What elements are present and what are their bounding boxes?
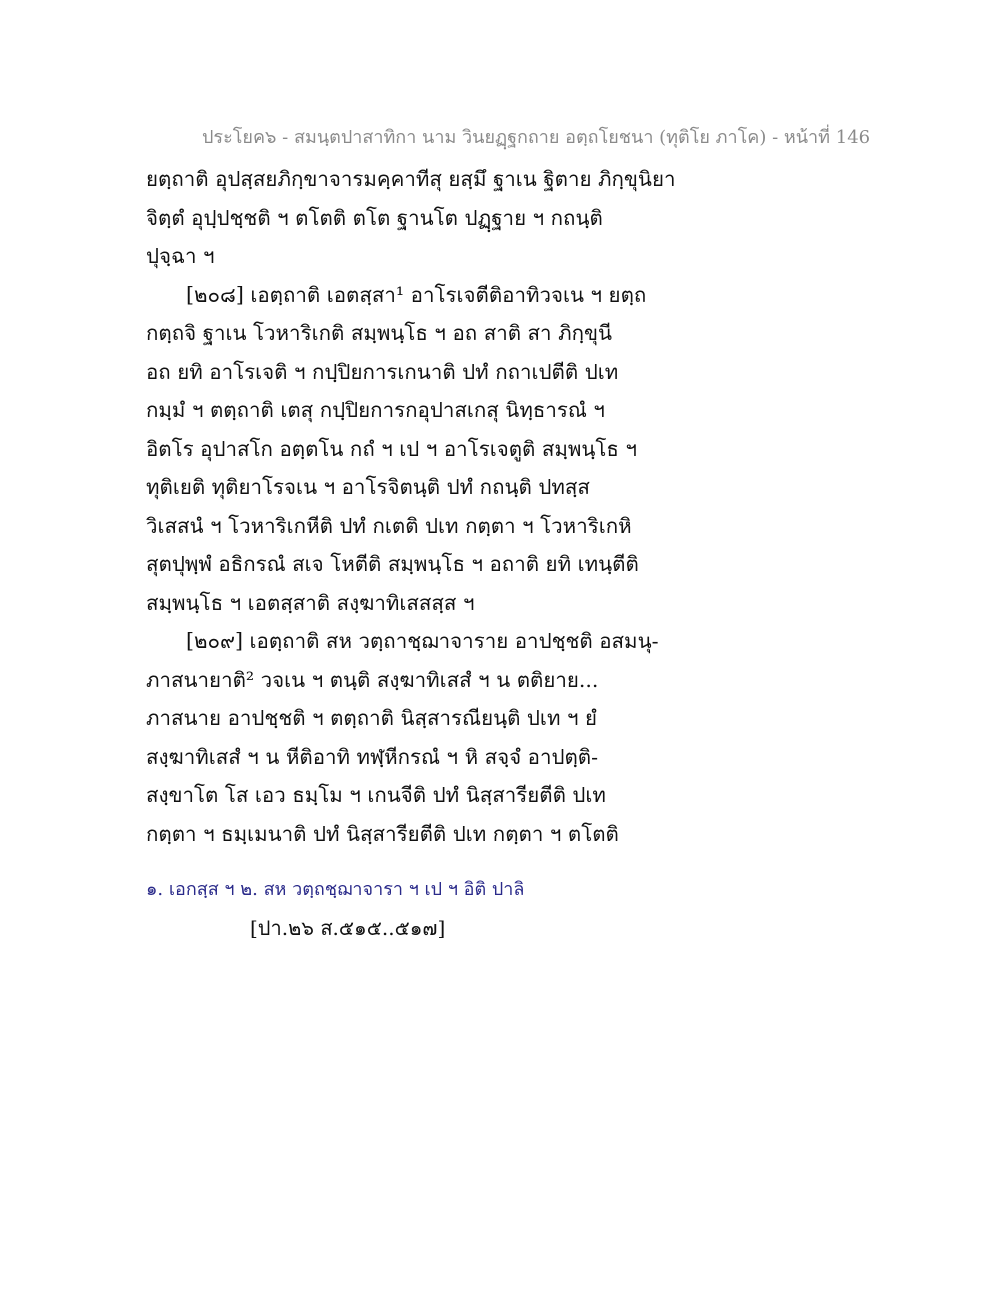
text-line: สมฺพนฺโธ ฯ เอตสฺสาติ สงฺฆาทิเสสสฺส ฯ xyxy=(146,590,475,615)
paragraph-208-start: [๒๐๘] เอตฺถาติ เอตสฺสา¹ อาโรเจตีติอาทิวจเน ฯ ยตฺถ xyxy=(186,282,647,307)
footnote: ๑. เอกสฺส ฯ ๒. สห วตฺถชฺฌาจารา ฯ เป ฯ อิติ ปาลิ xyxy=(146,879,525,900)
page-header: ประโยค๖ - สมนฺตปาสาทิกา นาม วินยฏฺฐกถาย อตฺถโยชนา (ทุติโย ภาโค) - หน้าที่ 146 xyxy=(202,127,871,148)
text-line: กตฺตา ฯ ธมฺเมนาติ ปทํ นิสฺสารียตีติ ปเท กตฺตา ฯ ตโตติ xyxy=(146,821,619,846)
text-line: อิตโร อุปาสโก อตฺตโน กถํ ฯ เป ฯ อาโรเจตูติ สมฺพนฺโธ ฯ xyxy=(146,436,637,461)
text-line: สุตปุพฺพํ อธิกรณํ สเจ โหตีติ สมฺพนฺโธ ฯ อถาติ ยทิ เทนฺตีติ xyxy=(146,552,639,576)
text-line: กตฺถจิ ฐาเน โวหาริเกติ สมฺพนฺโธ ฯ อถ สาติ สา ภิกฺขุนี xyxy=(146,321,613,345)
text-line: ทุติเยติ ทุติยาโรจเน ฯ อาโรจิตนฺติ ปทํ กถนฺติ ปทสฺส xyxy=(146,475,590,499)
text-line: วิเสสนํ ฯ โวหาริเกหีติ ปทํ กเตติ ปเท กตฺตา ฯ โวหาริเกหิ xyxy=(146,513,632,538)
text-line: อถ ยทิ อาโรเจติ ฯ กปฺปิยการเกนาติ ปทํ กถาเปตีติ ปเท xyxy=(146,359,619,384)
text-line: สงฺฆาทิเสสํ ฯ น หีติอาทิ ทฬฺหีกรณํ ฯ หิ สจฺจํ อาปตฺติ- xyxy=(146,744,599,769)
text-line: ภาสนาย อาปชฺชติ ฯ ตตฺถาติ นิสฺสารณียนฺติ ปเท ฯ ยํ xyxy=(146,706,598,730)
text-line: กมฺมํ ฯ ตตฺถาติ เตสุ กปฺปิยการกอุปาสเกสุ นิทฺธารณํ ฯ xyxy=(146,398,605,422)
text-line: สงฺขาโต โส เอว ธมฺโม ฯ เกนจีติ ปทํ นิสฺสารียตีติ ปเท xyxy=(146,783,606,807)
text-line: ปุจฺฉา ฯ xyxy=(146,244,215,268)
body-text xyxy=(146,160,676,853)
page-reference: [ปา.๒๖ ส.๕๑๕..๕๑๗] xyxy=(250,916,446,940)
paragraph-209-start: [๒๐๙] เอตฺถาติ สห วตฺถาชฺฌาจาราย อาปชฺชติ อสมนุ- xyxy=(186,629,659,653)
text-line: จิตฺตํ อุปฺปชฺชติ ฯ ตโตติ ตโต ฐานโต ปฏฺฐาย ฯ กถนฺติ xyxy=(146,205,603,230)
text-line: ภาสนายาติ² วจเน ฯ ตนฺติ สงฺฆาทิเสสํ ฯ น ตติยาย... xyxy=(146,667,599,692)
text-line: ยตฺถาติ อุปสฺสยภิกฺขาจารมคฺคาทีสุ ยสฺมึ ฐาเน ฐิตาย ภิกฺขุนิยา xyxy=(146,167,676,191)
